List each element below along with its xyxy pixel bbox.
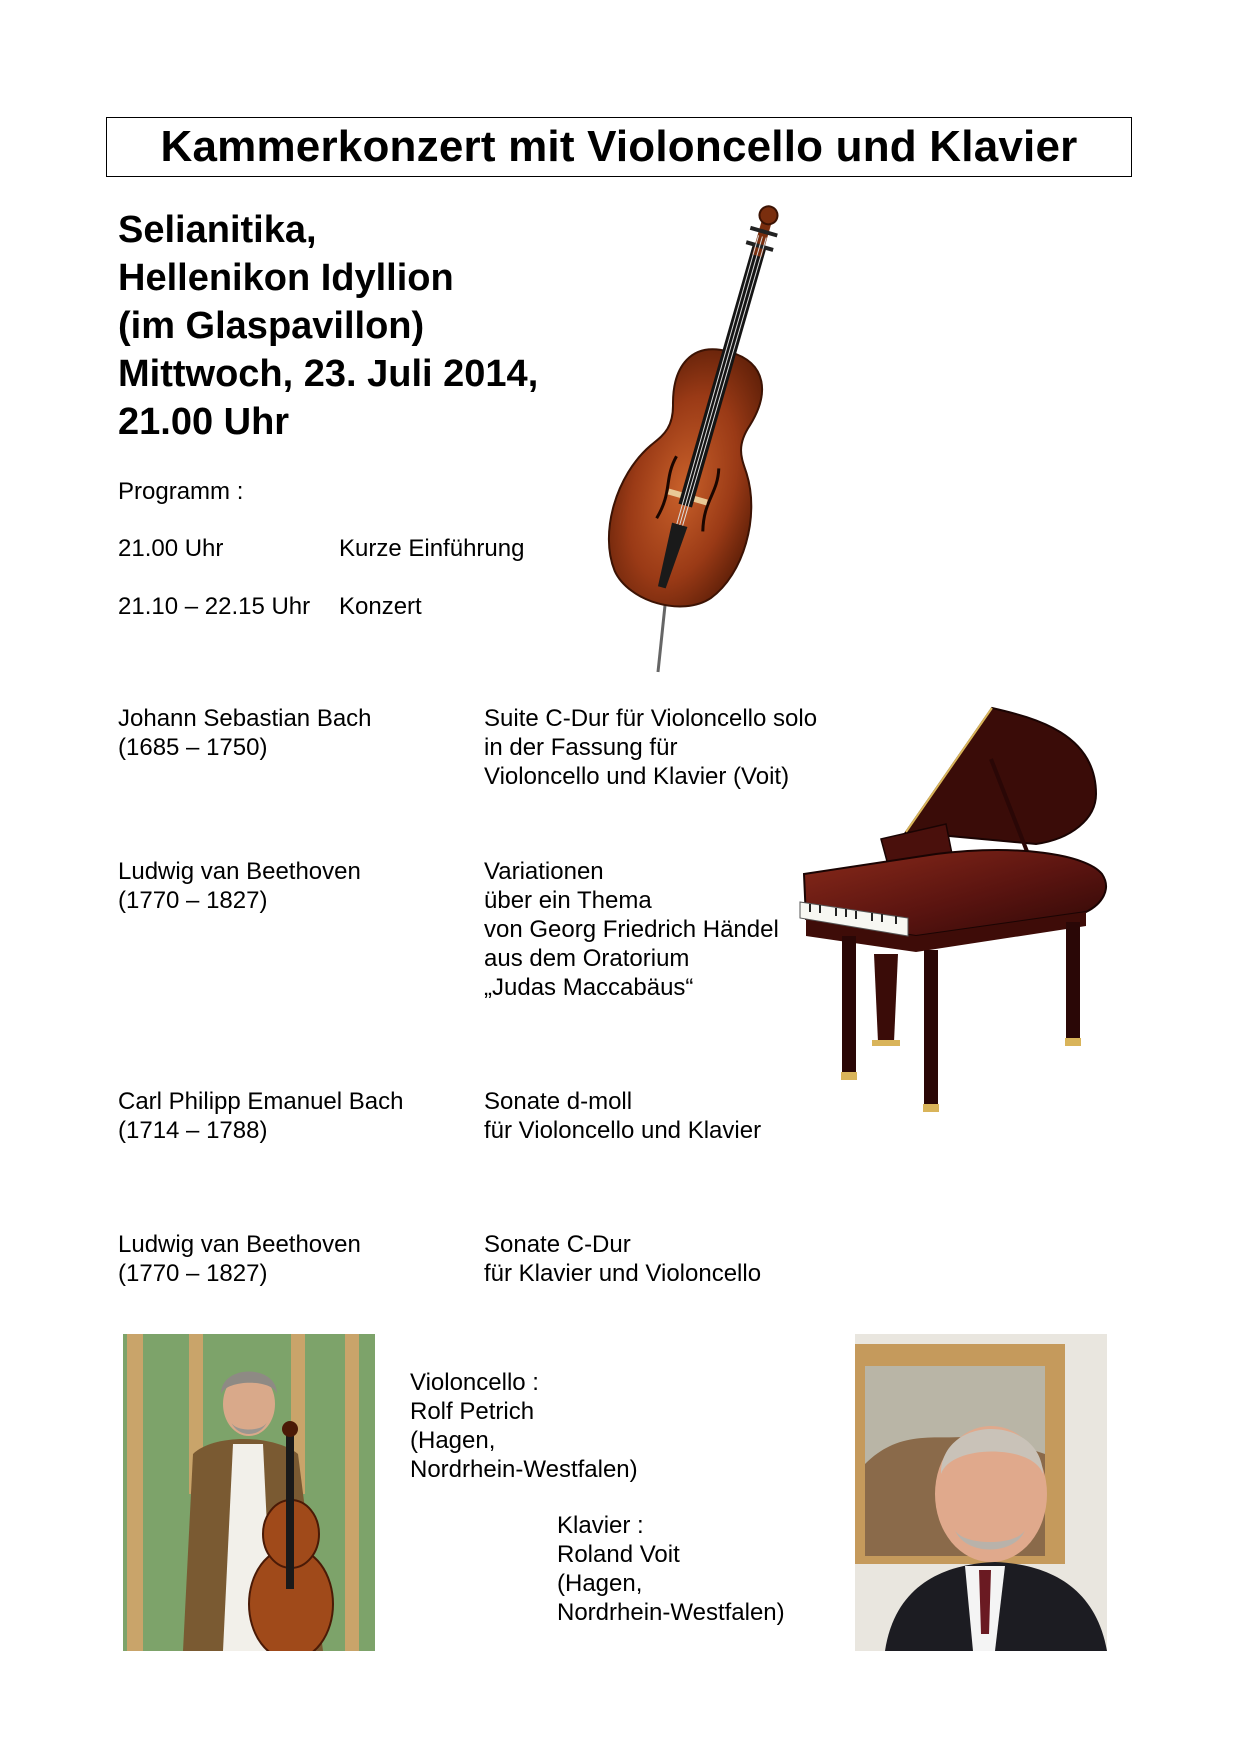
- performer-origin: Nordrhein-Westfalen): [557, 1599, 785, 1626]
- performer-name: Roland Voit: [557, 1541, 680, 1568]
- work-line: von Georg Friedrich Händel: [484, 916, 779, 943]
- venue-line: (im Glaspavillon): [118, 305, 425, 347]
- venue-line: Hellenikon Idyllion: [118, 257, 454, 299]
- performer-origin: Nordrhein-Westfalen): [410, 1456, 638, 1483]
- work-line: „Judas Maccabäus“: [484, 974, 694, 1001]
- page-title: Kammerkonzert mit Violoncello und Klavier: [160, 122, 1078, 171]
- cello-icon: [588, 196, 818, 674]
- performer-name: Rolf Petrich: [410, 1398, 535, 1425]
- schedule-time: 21.10 – 22.15 Uhr: [118, 593, 311, 620]
- work-line: für Violoncello und Klavier: [484, 1117, 762, 1144]
- work-line: aus dem Oratorium: [484, 945, 690, 972]
- work-line: Suite C-Dur für Violoncello solo: [484, 705, 818, 732]
- pianist-photo: [855, 1334, 1107, 1651]
- composer-name: Ludwig van Beethoven: [118, 1231, 361, 1258]
- title-box: [106, 117, 1132, 177]
- time-line: 21.00 Uhr: [118, 401, 290, 443]
- grand-piano-icon: [796, 704, 1112, 1114]
- composer-name: Johann Sebastian Bach: [118, 705, 372, 732]
- work-line: Sonate C-Dur: [484, 1231, 631, 1258]
- venue-block: [118, 206, 538, 446]
- performer-role: Klavier :: [557, 1512, 644, 1539]
- cellist-photo: [123, 1334, 375, 1651]
- work-line: über ein Thema: [484, 887, 652, 914]
- performer-role: Violoncello :: [410, 1369, 539, 1396]
- composer-name: Ludwig van Beethoven: [118, 858, 361, 885]
- venue-line: Selianitika,: [118, 209, 317, 251]
- work-line: Variationen: [484, 858, 604, 885]
- work-line: in der Fassung für: [484, 734, 678, 761]
- program-heading: Programm :: [118, 478, 244, 505]
- work-line: Sonate d-moll: [484, 1088, 633, 1115]
- composer-years: (1714 – 1788): [118, 1117, 268, 1144]
- composer-name: Carl Philipp Emanuel Bach: [118, 1088, 404, 1115]
- schedule-time: 21.00 Uhr: [118, 535, 224, 562]
- composer-years: (1685 – 1750): [118, 734, 268, 761]
- work-line: Violoncello und Klavier (Voit): [484, 763, 790, 790]
- date-line: Mittwoch, 23. Juli 2014,: [118, 353, 539, 395]
- schedule-item: Konzert: [339, 593, 422, 620]
- composer-years: (1770 – 1827): [118, 1260, 268, 1287]
- performer-origin: (Hagen,: [410, 1427, 496, 1454]
- composer-years: (1770 – 1827): [118, 887, 268, 914]
- performer-origin: (Hagen,: [557, 1570, 643, 1597]
- schedule-item: Kurze Einführung: [339, 535, 525, 562]
- work-line: für Klavier und Violoncello: [484, 1260, 762, 1287]
